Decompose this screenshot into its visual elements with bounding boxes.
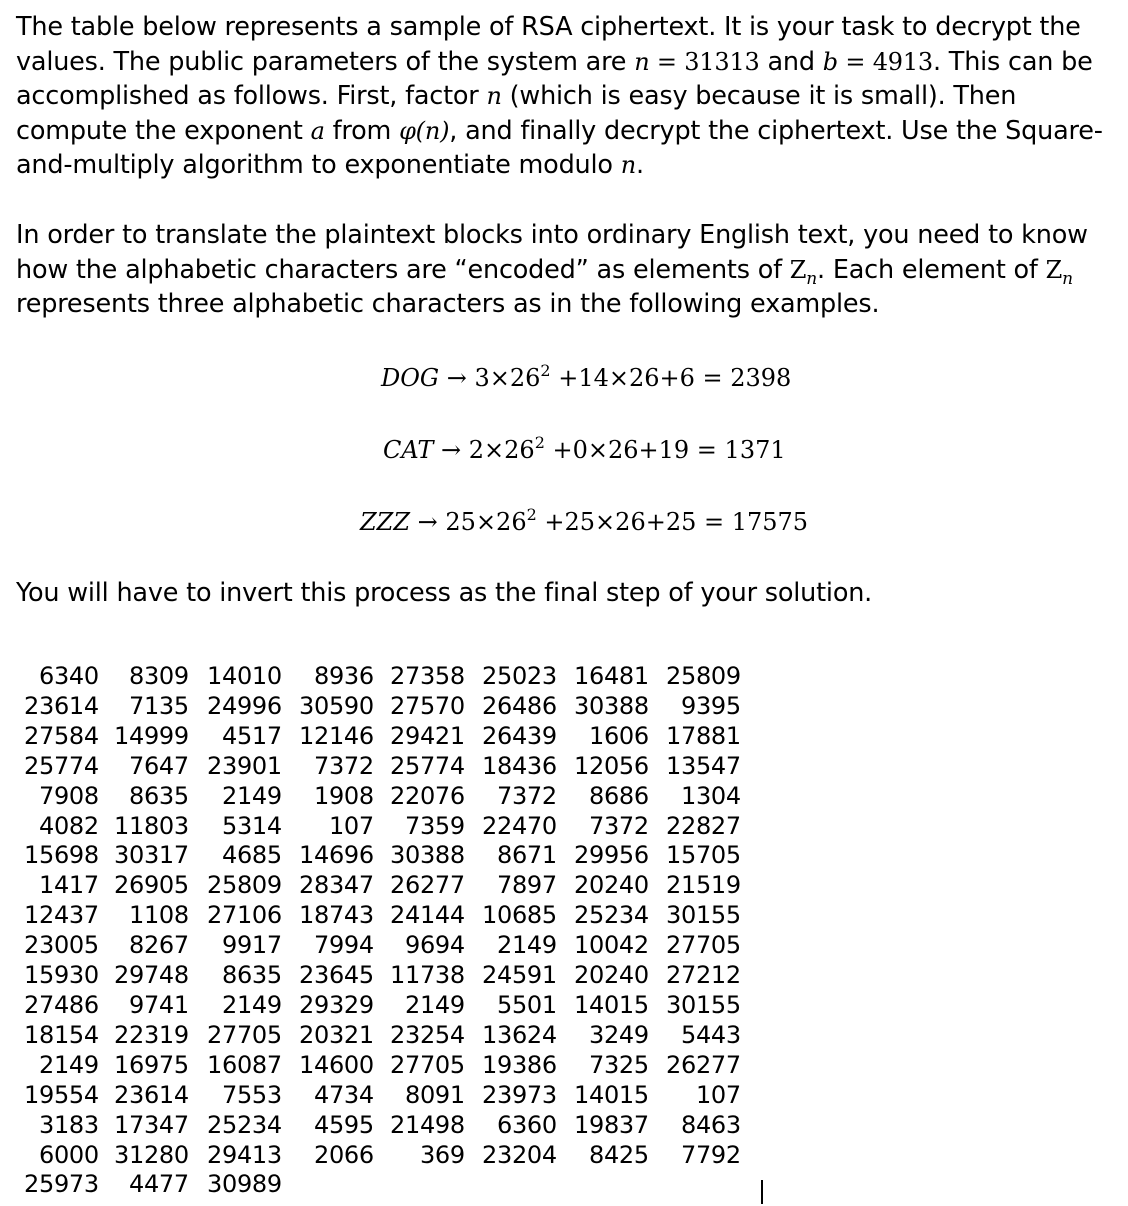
- ciphertext-value: 1304: [680, 781, 741, 810]
- ciphertext-value: 17347: [114, 1110, 189, 1139]
- problem-intro-paragraph: [16, 10, 1116, 183]
- ciphertext-value: 23645: [299, 961, 374, 990]
- ciphertext-value: 23614: [24, 691, 99, 720]
- ciphertext-value: 1108: [128, 901, 189, 930]
- ciphertext-value: 23901: [207, 751, 282, 780]
- ciphertext-value: 14010: [207, 662, 282, 690]
- ciphertext-value: 5314: [221, 811, 282, 840]
- b-value: = 4913: [837, 47, 933, 76]
- ciphertext-row: [24, 1051, 741, 1081]
- ciphertext-row: [24, 931, 741, 961]
- ciphertext-value: 10685: [482, 901, 557, 930]
- ciphertext-value: 8091: [404, 1080, 465, 1109]
- equation-rest: +0×26+19 = 1371: [544, 436, 786, 464]
- term: 2×26: [468, 436, 535, 464]
- ciphertext-value: 7994: [313, 931, 374, 960]
- ciphertext-value: 11738: [390, 961, 465, 990]
- term: 3×26: [474, 364, 541, 392]
- ciphertext-value: 8267: [128, 931, 189, 960]
- ciphertext-row: [24, 991, 741, 1021]
- ciphertext-value: 2149: [496, 931, 557, 960]
- ciphertext-value: 7359: [404, 811, 465, 840]
- ciphertext-value: 29413: [207, 1140, 282, 1169]
- example-equation-cat: [383, 433, 786, 464]
- exponent: 2: [534, 433, 545, 452]
- ciphertext-value: 4517: [221, 721, 282, 750]
- ciphertext-value: 8425: [588, 1140, 649, 1169]
- ciphertext-value: 30989: [207, 1170, 282, 1199]
- zn-subscript: n: [1062, 268, 1073, 289]
- ciphertext-row: [24, 901, 741, 931]
- ciphertext-value: 15930: [24, 961, 99, 990]
- ciphertext-value: 25234: [207, 1110, 282, 1139]
- ciphertext-value: 25234: [574, 901, 649, 930]
- ciphertext-value: 24996: [207, 691, 282, 720]
- ciphertext-value: 9741: [128, 990, 189, 1019]
- ciphertext-value: 3249: [588, 1020, 649, 1049]
- ciphertext-value: 25774: [390, 751, 465, 780]
- ciphertext-row: [24, 782, 741, 812]
- term: 25×26: [445, 508, 527, 536]
- ciphertext-value: 1606: [588, 721, 649, 750]
- ciphertext-value: 8463: [680, 1110, 741, 1139]
- ciphertext-value: 23973: [482, 1080, 557, 1109]
- ciphertext-value: 6360: [496, 1110, 557, 1139]
- example-equation-dog: [381, 361, 792, 392]
- ciphertext-value: 27212: [666, 961, 741, 990]
- ciphertext-value: 2066: [313, 1140, 374, 1169]
- example-word: CAT: [383, 436, 434, 464]
- ciphertext-value: 14600: [299, 1050, 374, 1079]
- ciphertext-value: 14999: [114, 721, 189, 750]
- ciphertext-value: 15698: [24, 841, 99, 870]
- ciphertext-value: 23614: [114, 1080, 189, 1109]
- ciphertext-value: 27106: [207, 901, 282, 930]
- ciphertext-value: 2149: [221, 990, 282, 1019]
- ciphertext-value: 7372: [313, 751, 374, 780]
- ciphertext-value: 4685: [221, 841, 282, 870]
- ciphertext-table: [24, 662, 741, 1200]
- ciphertext-value: 14696: [299, 841, 374, 870]
- intro-text: (which is easy because it is small). Then compute the exponent: [16, 81, 1017, 146]
- ciphertext-value: 20321: [299, 1020, 374, 1049]
- ciphertext-value: 7897: [496, 871, 557, 900]
- ciphertext-value: 15705: [666, 841, 741, 870]
- ciphertext-value: 14015: [574, 1080, 649, 1109]
- ciphertext-value: 27570: [390, 691, 465, 720]
- arrow: →: [410, 508, 446, 536]
- ciphertext-value: 18154: [24, 1020, 99, 1049]
- text-cursor: [761, 1180, 763, 1204]
- ciphertext-value: 7325: [588, 1050, 649, 1079]
- ciphertext-value: 5501: [496, 990, 557, 1019]
- ciphertext-value: 10042: [574, 931, 649, 960]
- ciphertext-value: 19554: [24, 1080, 99, 1109]
- ciphertext-value: 4734: [313, 1080, 374, 1109]
- encoding-text: . Each element of: [817, 254, 1046, 285]
- ciphertext-value: 20240: [574, 871, 649, 900]
- intro-text: from: [324, 115, 400, 146]
- equation-rest: +25×26+25 = 17575: [536, 508, 809, 536]
- ciphertext-value: 27358: [390, 662, 465, 690]
- ciphertext-row: [24, 1141, 741, 1171]
- var-n: n: [634, 47, 650, 76]
- ciphertext-value: 22319: [114, 1020, 189, 1049]
- ciphertext-row: [24, 1170, 741, 1200]
- zn-letter: Z: [789, 255, 807, 284]
- ciphertext-value: 26277: [390, 871, 465, 900]
- ciphertext-value: 8635: [221, 961, 282, 990]
- ciphertext-row: [24, 871, 741, 901]
- ciphertext-value: 2149: [221, 781, 282, 810]
- intro-text: .: [635, 150, 644, 180]
- ciphertext-value: 8635: [128, 781, 189, 810]
- ciphertext-value: 29329: [299, 990, 374, 1019]
- ciphertext-value: 28347: [299, 871, 374, 900]
- ciphertext-value: 5443: [680, 1020, 741, 1049]
- ciphertext-value: 14015: [574, 990, 649, 1019]
- ciphertext-value: 16087: [207, 1050, 282, 1079]
- ciphertext-value: 25809: [666, 662, 741, 690]
- exponent: 2: [526, 505, 537, 524]
- ciphertext-value: 369: [419, 1140, 465, 1169]
- ciphertext-value: 8309: [128, 662, 189, 690]
- ciphertext-value: 12146: [299, 721, 374, 750]
- n-value: = 31313: [649, 47, 760, 76]
- var-n: n: [486, 82, 502, 110]
- ciphertext-value: 26439: [482, 721, 557, 750]
- example-word: DOG: [381, 364, 440, 392]
- ciphertext-row: [24, 961, 741, 991]
- ciphertext-value: 26486: [482, 691, 557, 720]
- ciphertext-value: 25973: [24, 1170, 99, 1199]
- zn-symbol: [1045, 255, 1073, 289]
- example-word: ZZZ: [360, 508, 411, 536]
- ciphertext-value: 31280: [114, 1140, 189, 1169]
- ciphertext-value: 6000: [38, 1140, 99, 1169]
- zn-subscript: n: [806, 268, 818, 289]
- ciphertext-row: [24, 841, 741, 871]
- ciphertext-value: 13547: [666, 751, 741, 780]
- ciphertext-value: 11803: [114, 811, 189, 840]
- ciphertext-row: [24, 812, 741, 842]
- ciphertext-value: 24591: [482, 961, 557, 990]
- encoding-text: represents three alphabetic characters as in the following examples.: [16, 289, 880, 319]
- ciphertext-value: 9694: [404, 931, 465, 960]
- ciphertext-value: 107: [695, 1080, 741, 1109]
- ciphertext-value: 2149: [404, 990, 465, 1019]
- ciphertext-value: 20240: [574, 961, 649, 990]
- phi-of-n: φ(n): [399, 116, 450, 145]
- arrow: →: [433, 436, 469, 464]
- intro-text: and: [759, 46, 823, 77]
- ciphertext-row: [24, 1021, 741, 1051]
- closing-paragraph: You will have to invert this process as the final step of your solution.: [16, 578, 873, 608]
- ciphertext-value: 9917: [221, 931, 282, 960]
- ciphertext-value: 6340: [38, 662, 99, 690]
- ciphertext-value: 29748: [114, 961, 189, 990]
- ciphertext-value: 7553: [221, 1080, 282, 1109]
- ciphertext-value: 18436: [482, 751, 557, 780]
- ciphertext-value: 12437: [24, 901, 99, 930]
- ciphertext-value: 26905: [114, 871, 189, 900]
- ciphertext-value: 23204: [482, 1140, 557, 1169]
- ciphertext-value: 25774: [24, 751, 99, 780]
- ciphertext-value: 30317: [114, 841, 189, 870]
- ciphertext-row: [24, 752, 741, 782]
- ciphertext-value: 3183: [38, 1110, 99, 1139]
- intro-text: , and finally decrypt the ciphertext. Use the Square-and-multiply algorithm to exponentiate modulo: [16, 115, 1103, 180]
- ciphertext-value: 27584: [24, 721, 99, 750]
- ciphertext-value: 13624: [482, 1020, 557, 1049]
- ciphertext-value: 17881: [666, 721, 741, 750]
- encoding-paragraph: [16, 218, 1116, 322]
- ciphertext-value: 8936: [313, 662, 374, 690]
- zn-letter: Z: [1045, 255, 1063, 284]
- ciphertext-value: 4595: [313, 1110, 374, 1139]
- ciphertext-row: [24, 722, 741, 752]
- ciphertext-value: 23254: [390, 1020, 465, 1049]
- ciphertext-value: 30388: [574, 691, 649, 720]
- ciphertext-value: 2149: [38, 1050, 99, 1079]
- zn-symbol: [789, 255, 818, 289]
- ciphertext-value: 1908: [313, 781, 374, 810]
- ciphertext-value: 30590: [299, 691, 374, 720]
- ciphertext-value: 19386: [482, 1050, 557, 1079]
- ciphertext-value: 19837: [574, 1110, 649, 1139]
- ciphertext-value: 26277: [666, 1050, 741, 1079]
- ciphertext-value: 7372: [588, 811, 649, 840]
- ciphertext-value: 8671: [496, 841, 557, 870]
- ciphertext-value: 27705: [666, 931, 741, 960]
- ciphertext-value: 23005: [24, 931, 99, 960]
- ciphertext-value: 8686: [588, 781, 649, 810]
- ciphertext-value: 16481: [574, 662, 649, 690]
- ciphertext-row: [24, 1081, 741, 1111]
- var-a: a: [310, 116, 325, 145]
- ciphertext-value: 30155: [666, 901, 741, 930]
- ciphertext-row: [24, 692, 741, 722]
- ciphertext-value: 22076: [390, 781, 465, 810]
- ciphertext-value: 12056: [574, 751, 649, 780]
- ciphertext-value: 21498: [390, 1110, 465, 1139]
- ciphertext-value: 9395: [680, 691, 741, 720]
- ciphertext-value: 7372: [496, 781, 557, 810]
- ciphertext-value: 1417: [38, 871, 99, 900]
- ciphertext-value: 16975: [114, 1050, 189, 1079]
- encoding-text: In order to translate the plaintext blocks into ordinary English text, you need to know how the alphabetic characters are “encoded” as elements of: [16, 220, 1088, 285]
- intro-text: The table below represents a sample of RSA ciphertext. It is your task to decrypt the values. The public parameters of the system are: [16, 12, 1081, 77]
- var-b: b: [822, 47, 838, 76]
- example-equation-zzz: [360, 505, 809, 536]
- ciphertext-value: 30155: [666, 990, 741, 1019]
- ciphertext-value: 107: [328, 811, 374, 840]
- ciphertext-value: 27705: [207, 1020, 282, 1049]
- ciphertext-value: 7908: [38, 781, 99, 810]
- exponent: 2: [540, 361, 551, 380]
- ciphertext-value: 22470: [482, 811, 557, 840]
- equation-rest: +14×26+6 = 2398: [550, 364, 792, 392]
- var-n: n: [620, 151, 636, 179]
- ciphertext-value: 27705: [390, 1050, 465, 1079]
- ciphertext-value: 4082: [38, 811, 99, 840]
- ciphertext-value: 7135: [128, 691, 189, 720]
- ciphertext-value: 27486: [24, 990, 99, 1019]
- ciphertext-value: 25809: [207, 871, 282, 900]
- ciphertext-value: 30388: [390, 841, 465, 870]
- ciphertext-value: 7647: [128, 751, 189, 780]
- intro-text: . This can be accomplished as follows. First, factor: [16, 46, 1093, 111]
- ciphertext-value: 25023: [482, 662, 557, 690]
- ciphertext-value: 29956: [574, 841, 649, 870]
- ciphertext-value: 7792: [680, 1140, 741, 1169]
- arrow: →: [439, 364, 475, 392]
- ciphertext-value: 18743: [299, 901, 374, 930]
- ciphertext-row: [24, 1111, 741, 1141]
- ciphertext-value: 21519: [666, 871, 741, 900]
- ciphertext-value: 4477: [128, 1170, 189, 1199]
- ciphertext-value: 22827: [666, 811, 741, 840]
- ciphertext-row: [24, 662, 741, 692]
- ciphertext-value: 29421: [390, 721, 465, 750]
- ciphertext-value: 24144: [390, 901, 465, 930]
